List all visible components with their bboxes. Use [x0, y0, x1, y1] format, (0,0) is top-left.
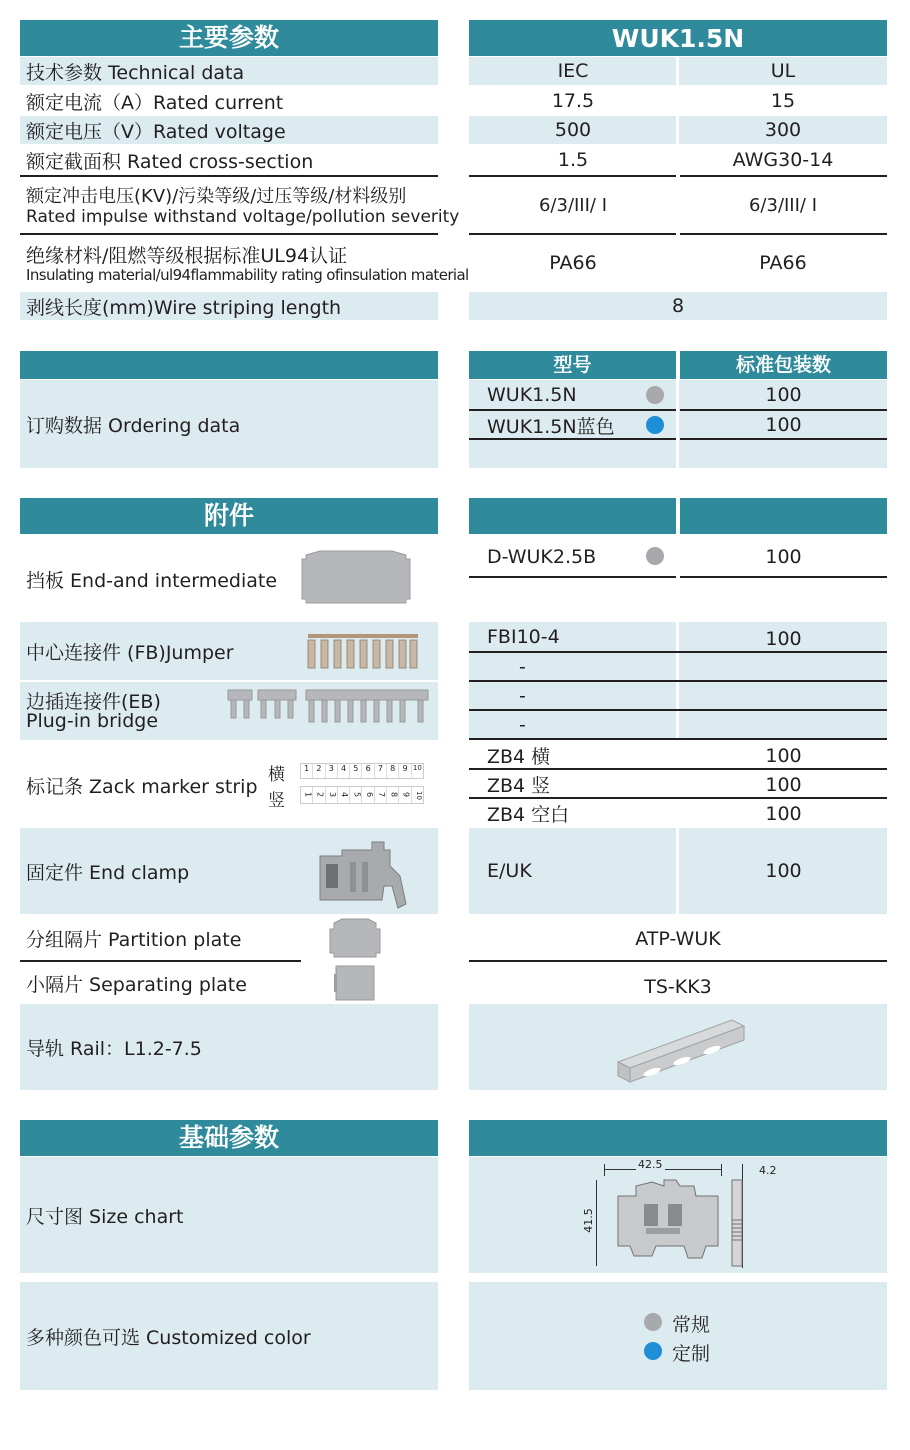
bridge-label-en: Plug-in bridge	[26, 710, 159, 732]
impulse-iec: 6/3/III/ I	[538, 194, 608, 216]
end-plate-pack: 100	[765, 546, 802, 568]
custom-color-dot	[644, 1342, 662, 1360]
bridge-dash-1: -	[519, 685, 526, 707]
impulse-ul: 6/3/III/ I	[748, 194, 818, 216]
size-chart-label: 尺寸图 Size chart	[26, 1205, 184, 1228]
iec-header: IEC	[557, 60, 589, 82]
jumper-pack: 100	[765, 628, 802, 650]
jumper-image	[302, 630, 422, 672]
order-row-1-model: WUK1.5N	[487, 384, 577, 406]
marker-vertical-char: 竖	[268, 791, 285, 811]
marker-row-1-pack: 100	[765, 745, 802, 767]
partition-plate-label: 分组隔片 Partition plate	[26, 928, 242, 951]
marker-horizontal-char: 横	[268, 765, 285, 785]
order-row-2-model: WUK1.5N蓝色	[487, 415, 615, 438]
strip-length-label: 剥线长度(mm)Wire striping length	[26, 296, 342, 319]
voltage-iec: 500	[554, 119, 592, 141]
insulation-iec: PA66	[549, 252, 597, 274]
ul-header: UL	[770, 60, 796, 82]
technical-data-label: 技术参数 Technical data	[26, 61, 245, 84]
accessories-header: 附件	[20, 498, 438, 534]
section-ul: AWG30-14	[732, 149, 834, 171]
separating-plate-label: 小隔片 Separating plate	[26, 973, 247, 996]
col-model-header: 型号	[469, 351, 676, 379]
bridge-label-cn: 边插连接件(EB)	[26, 691, 161, 713]
order-row-1-pack: 100	[765, 384, 802, 406]
marker-label: 标记条 Zack marker strip	[26, 775, 258, 798]
width-dimension-value: 42.5	[638, 1158, 663, 1171]
height-dimension-line	[596, 1180, 597, 1266]
insulation-label-en: Insulating material/ul94flammability rating ofinsulation material	[26, 266, 469, 284]
marker-row-2-model: ZB4 竖	[487, 774, 551, 797]
rail-label: 导轨 Rail：L1.2-7.5	[26, 1037, 202, 1060]
voltage-ul: 300	[764, 119, 802, 141]
impulse-label-en: Rated impulse withstand voltage/pollution severity	[26, 207, 460, 227]
marker-row-3-pack: 100	[765, 803, 802, 825]
grey-color-dot	[646, 386, 664, 404]
insulation-label-cn: 绝缘材料/阻燃等级根据标准UL94认证	[26, 245, 348, 267]
marker-row-1-model: ZB4 横	[487, 745, 551, 768]
rated-current-label: 额定电流（A）Rated current	[26, 91, 284, 114]
end-clamp-image	[312, 836, 412, 910]
jumper-label: 中心连接件 (FB)Jumper	[26, 641, 234, 664]
main-params-header: 主要参数	[20, 20, 438, 56]
jumper-dash: -	[519, 656, 526, 678]
end-plate-model: D-WUK2.5B	[487, 546, 597, 568]
end-clamp-model: E/UK	[487, 860, 532, 882]
end-plate-grey-dot	[646, 547, 664, 565]
insulation-ul: PA66	[759, 252, 807, 274]
end-clamp-pack: 100	[765, 860, 802, 882]
rail-image	[612, 1012, 748, 1086]
cross-section-label: 额定截面积 Rated cross-section	[26, 150, 314, 173]
separating-plate-image	[332, 962, 378, 1004]
standard-color-name: 常规	[672, 1314, 711, 1336]
terminal-drawing	[606, 1176, 756, 1270]
standard-color-dot	[644, 1313, 662, 1331]
height-dimension-value: 41.5	[581, 1208, 595, 1233]
marker-row-2-pack: 100	[765, 774, 802, 796]
custom-color-name: 定制	[672, 1343, 711, 1365]
marker-strip-vertical: 1 2 3 4 5 6 7 8 9 10	[300, 786, 424, 804]
partition-plate-image	[328, 917, 382, 959]
rated-voltage-label: 额定电压（V）Rated voltage	[26, 120, 286, 143]
thickness-dimension-value: 4.2	[759, 1164, 777, 1177]
partition-plate-model: ATP-WUK	[635, 928, 721, 950]
ordering-label: 订购数据 Ordering data	[26, 414, 241, 437]
end-plate-image	[300, 549, 412, 605]
bridge-image	[224, 688, 432, 732]
current-ul: 15	[770, 90, 796, 112]
marker-row-3-model: ZB4 空白	[487, 803, 570, 826]
marker-strip-horizontal: 1 2 3 4 5 6 7 8 9 10	[300, 763, 424, 779]
basic-params-header: 基础参数	[20, 1120, 438, 1156]
blue-color-dot	[646, 416, 664, 434]
end-plate-label: 挡板 End-and intermediate	[26, 569, 278, 592]
order-row-2-pack: 100	[765, 414, 802, 436]
color-options-label: 多种颜色可选 Customized color	[26, 1326, 311, 1349]
col-pack-header: 标准包装数	[680, 351, 887, 379]
jumper-model: FBI10-4	[487, 626, 560, 648]
bridge-dash-2: -	[519, 714, 526, 736]
end-clamp-label: 固定件 End clamp	[26, 861, 190, 884]
current-iec: 17.5	[551, 90, 595, 112]
strip-length-value: 8	[671, 295, 685, 317]
impulse-label-cn: 额定冲击电压(KV)/污染等级/过压等级/材料级别	[26, 186, 407, 207]
separating-plate-model: TS-KK3	[644, 976, 712, 998]
model-header: WUK1.5N	[469, 20, 887, 56]
section-iec: 1.5	[557, 149, 589, 171]
